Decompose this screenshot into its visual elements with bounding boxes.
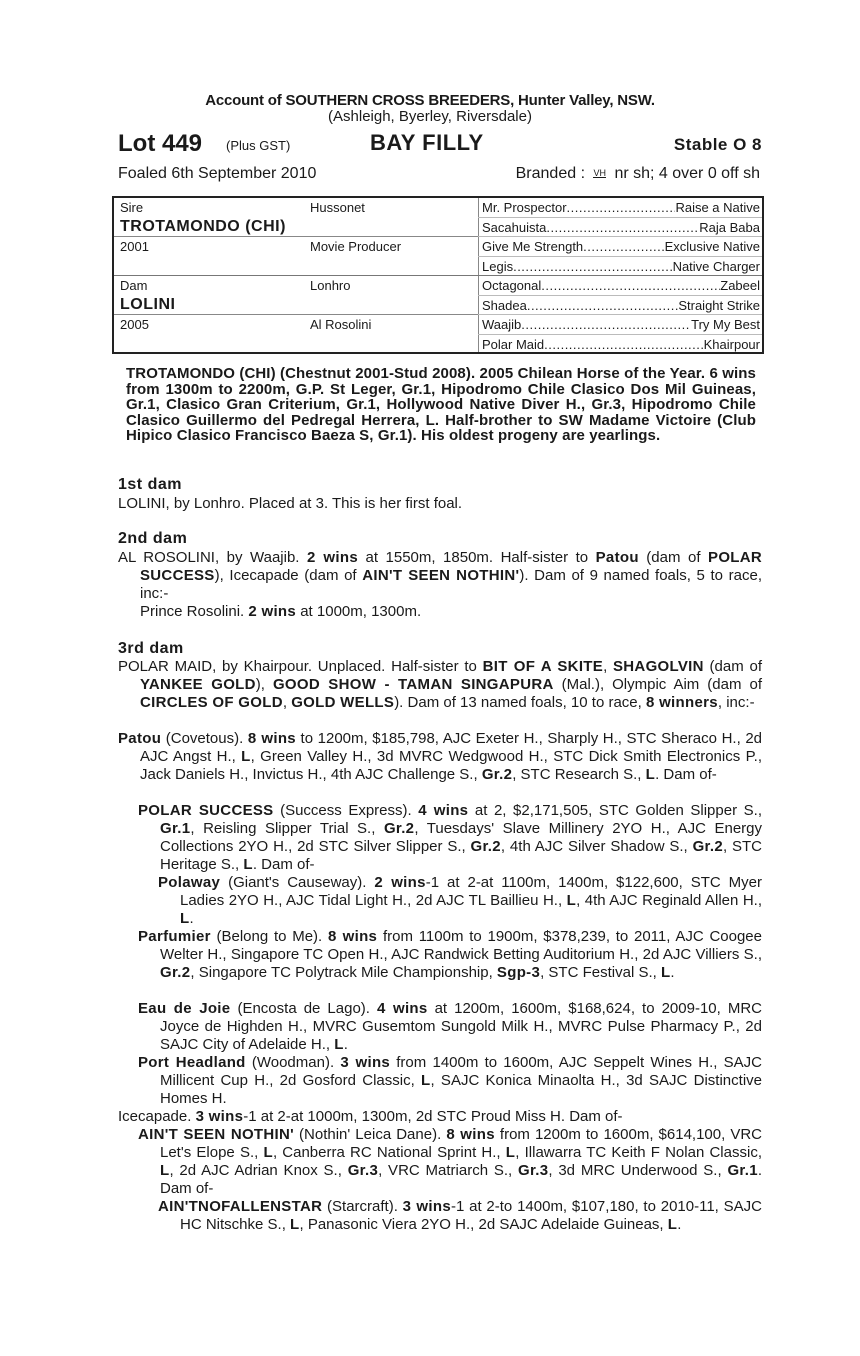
progeny-entry: [118, 730, 763, 784]
bold-run: 8 wins: [446, 1126, 495, 1143]
bold-run: Patou: [118, 730, 162, 747]
bold-run: Gr.1: [727, 1162, 758, 1179]
progeny-entry: [138, 928, 762, 982]
brand-info: [516, 165, 760, 183]
text-run: (Success Express).: [273, 802, 419, 819]
text-run: . Dam of-: [252, 856, 315, 873]
sire-year: 2001: [120, 239, 149, 254]
vendor-account: Account of SOUTHERN CROSS BREEDERS, Hunter Valley, NSW.: [205, 92, 655, 109]
plus-gst-note: (Plus GST): [226, 138, 291, 153]
pedigree-row: [114, 276, 762, 296]
text-run: . Dam of-: [160, 1162, 763, 1197]
bold-run: Gr.2: [692, 838, 723, 855]
third-dam-intro: [118, 658, 763, 712]
progeny-entry: [138, 802, 763, 874]
text-run: (Nothin' Leica Dane).: [293, 1126, 447, 1143]
sire-name: TROTAMONDO (CHI): [120, 218, 286, 235]
gen3-entry: [482, 317, 760, 332]
text-run: .: [343, 1036, 348, 1053]
bold-run: Gr.2: [481, 766, 513, 783]
lot-header: [118, 130, 762, 160]
foaled-date: Foaled 6th September 2010: [118, 165, 317, 182]
text-run: , Illawarra TC Keith F Nolan Classic,: [515, 1144, 762, 1161]
text-run: , Reisling Slipper Trial S.,: [190, 820, 384, 837]
text-run: , Tuesdays' Slave Millinery 2YO H., AJC Energy Collections 2YO H., 2d STC Silver Slipper S.,: [160, 820, 763, 855]
gen3-sire: Try My Best: [691, 317, 760, 332]
text-run: , inc:-: [717, 694, 755, 711]
gen3-entry: [482, 239, 760, 254]
bold-run: L: [263, 1144, 273, 1161]
first-dam-text: LOLINI, by Lonhro. Placed at 3. This is her first foal.: [118, 495, 463, 512]
progeny-entry: [138, 1054, 762, 1108]
bold-run: L: [243, 856, 253, 873]
gen3-name: Mr. Prospector: [482, 200, 567, 215]
first-dam-heading: 1st dam: [118, 476, 182, 493]
bold-run: L: [505, 1144, 516, 1161]
dam-sire: Lonhro: [310, 278, 351, 293]
bold-run: L: [645, 766, 656, 783]
text-run: .: [677, 1216, 682, 1233]
gen3-sire: Native Charger: [672, 259, 760, 274]
pedigree-row: [114, 218, 762, 238]
branded-label: Branded :: [515, 165, 586, 182]
bold-run: 3 wins: [402, 1198, 451, 1215]
bold-run: Gr.1: [160, 820, 191, 837]
gen3-entry: [482, 337, 760, 352]
bold-run: L: [421, 1072, 431, 1089]
text-run: , Singapore TC Polytrack Mile Championship,: [190, 964, 497, 981]
bold-run: Gr.2: [470, 838, 501, 855]
bold-run: Gr.3: [517, 1162, 549, 1179]
bold-run: Gr.3: [347, 1162, 379, 1179]
dam-label: Dam: [120, 278, 148, 293]
text-run: , Canberra RC National Sprint H.,: [272, 1144, 506, 1161]
bold-run: 8 wins: [247, 730, 296, 747]
text-run: , VRC Matriarch S.,: [378, 1162, 518, 1179]
text-run: (Giant's Causeway).: [220, 874, 375, 891]
text-run: Icecapade.: [118, 1108, 196, 1125]
gen3-entry: [482, 259, 760, 274]
gen3-sire: Exclusive Native: [664, 239, 760, 254]
second-dam-text: AL ROSOLINI, by Waajib. 2 wins at 1550m, 1850m. Half-sister to Patou (dam of POLAR SUCCESS), Icecapade (dam of AIN'T SEEN NOTHIN'). Dam of 9 named foals, 5 to race, inc:-: [118, 549, 763, 602]
second-dam-progeny: Prince Rosolini. 2 wins at 1000m, 1300m.: [140, 603, 422, 620]
gen3-name: Legis: [482, 259, 514, 274]
bold-run: 4 wins: [377, 1000, 428, 1017]
second-dam-heading: 2nd dam: [118, 530, 188, 547]
text-run: (Encosta de Lago).: [230, 1000, 377, 1017]
lot-number: Lot 449: [118, 130, 203, 157]
text-run: at 1200m, 1600m, $168,624, to 2009-10, MRC Joyce de Highden H., MVRC Gusemtom Sungold Milk H., MVRC Pulse Pharmacy P., 2d SAJC City of Adelaide H.,: [160, 1000, 762, 1053]
bold-run: 4 wins: [418, 802, 469, 819]
gen3-name: Octagonal: [482, 278, 542, 293]
text-run: -1 at 2-to 1400m, $107,180, to 2010-11, SAJC HC Nitschke S.,: [180, 1198, 762, 1233]
text-run: -1 at 2-at 1100m, 1400m, $122,600, STC Myer Ladies 2YO H., AJC Tidal Light H., 2d AJC TL Baillieu H.,: [180, 874, 762, 909]
pedigree-row: [114, 257, 762, 277]
bold-run: SHAGOLVIN: [613, 658, 704, 675]
bold-run: Eau de Joie: [138, 1000, 231, 1017]
gen3-name: Waajib: [482, 317, 522, 332]
text-run: .: [670, 964, 675, 981]
text-run: , Panasonic Viera 2YO H., 2d SAJC Adelaide Guineas,: [299, 1216, 668, 1233]
text-run: ),: [255, 676, 273, 693]
bold-run: L: [160, 1162, 170, 1179]
text-run: ). Dam of 13 named foals, 10 to race,: [394, 694, 646, 711]
gen3-sire: Raja Baba: [699, 220, 760, 235]
text-run: POLAR MAID, by Khairpour. Unplaced. Half-sister to: [118, 658, 483, 675]
bold-run: Gr.2: [383, 820, 415, 837]
text-run: , SAJC Konica Minaolta H., 3d SAJC Distinctive Homes H.: [160, 1072, 762, 1107]
bold-run: L: [241, 748, 251, 765]
text-run: , 3d MRC Underwood S.,: [548, 1162, 728, 1179]
text-run: at 2, $2,171,505, STC Golden Slipper S.,: [468, 802, 762, 819]
bold-run: Gr.2: [160, 964, 191, 981]
dam-name: LOLINI: [120, 296, 176, 313]
lot-title: BAY FILLY: [370, 130, 484, 155]
text-run: , STC Festival S.,: [540, 964, 661, 981]
pedigree-row: [114, 237, 762, 257]
gen3-sire: Khairpour: [703, 337, 760, 352]
text-run: from 1400m to 1600m, AJC Seppelt Wines H., SAJC Millicent Cup H., 2d Gosford Classic,: [160, 1054, 762, 1089]
text-run: , 4th AJC Silver Shadow S.,: [500, 838, 693, 855]
sire-summary: TROTAMONDO (CHI) (Chestnut 2001-Stud 2008). 2005 Chilean Horse of the Year. 6 wins from 1300m to 2200m, G.P. St Leger, Gr.1, Hipodromo Chile Clasico Dos Mil Guineas, Gr.1, Clasico Gran Criterium, Gr.1, Hollywood Native Diver H., Gr.3, Hipodromo Chile Clasico Guillermo del Pedregal Herrera, L. Half-brother to SW Madame Victoire (Club Hipico Clasico Francisco Baeza S, Gr.1). His oldest progeny are yearlings.: [126, 365, 756, 444]
bold-run: 3 wins: [340, 1054, 391, 1071]
text-run: (Covetous).: [161, 730, 248, 747]
text-run: , STC Research S.,: [512, 766, 646, 783]
pedigree-row: [114, 335, 762, 355]
sire-sire: Hussonet: [310, 200, 365, 215]
sire-label: Sire: [120, 200, 144, 215]
dam-year: 2005: [120, 317, 149, 332]
sire-dam: Movie Producer: [310, 239, 402, 254]
text-run: ,: [603, 658, 613, 675]
bold-run: L: [667, 1216, 678, 1233]
gen3-sire: Raise a Native: [675, 200, 760, 215]
bold-run: L: [290, 1216, 300, 1233]
text-run: (dam of: [703, 658, 762, 675]
bold-run: L: [334, 1036, 344, 1053]
progeny-entry: [158, 874, 762, 928]
progeny-entry: [138, 1126, 763, 1198]
progeny-entry: [158, 1198, 762, 1234]
progeny-entry: [118, 1108, 762, 1126]
bold-run: Polaway: [158, 874, 221, 891]
bold-run: 8 wins: [327, 928, 378, 945]
text-run: , 2d AJC Adrian Knox S.,: [169, 1162, 348, 1179]
gen3-name: Give Me Strength: [482, 239, 584, 254]
bold-run: L: [660, 964, 671, 981]
text-run: .: [189, 910, 194, 927]
text-run: ,: [282, 694, 292, 711]
text-run: (Mal.), Olympic Aim (dam of: [553, 676, 763, 693]
bold-run: 2 wins: [374, 874, 426, 891]
pedigree-table: [112, 196, 764, 354]
gen3-entry: [482, 200, 760, 215]
bold-run: Port Headland: [138, 1054, 246, 1071]
text-run: to 1200m, $185,798, AJC Exeter H., Sharply H., STC Sheraco H., 2d AJC Angst H.,: [140, 730, 763, 765]
third-dam-heading: 3rd dam: [118, 640, 184, 657]
gen3-entry: [482, 220, 760, 235]
gen3-name: Polar Maid: [482, 337, 545, 352]
text-run: (Woodman).: [245, 1054, 341, 1071]
bold-run: AIN'T SEEN NOTHIN': [138, 1126, 294, 1143]
brand-mark-icon: VH: [593, 168, 606, 179]
dam-dam: Al Rosolini: [310, 317, 372, 332]
text-run: (Belong to Me).: [210, 928, 328, 945]
bold-run: 3 wins: [195, 1108, 244, 1125]
bold-run: BIT OF A SKITE: [482, 658, 604, 675]
text-run: , STC Heritage S.,: [160, 838, 762, 873]
bold-run: L: [180, 910, 190, 927]
bold-run: Parfumier: [138, 928, 211, 945]
bold-run: GOOD SHOW - TAMAN SINGAPURA: [272, 676, 554, 693]
branded-text: nr sh; 4 over 0 off sh: [614, 165, 760, 182]
bold-run: 8 winners: [645, 694, 718, 711]
progeny-entry: [138, 1000, 762, 1054]
text-run: (Starcraft).: [322, 1198, 403, 1215]
gen3-sire: Zabeel: [720, 278, 760, 293]
pedigree-row: [114, 315, 762, 335]
vendor-properties: (Ashleigh, Byerley, Riversdale): [328, 108, 532, 125]
gen3-name: Sacahuista: [482, 220, 547, 235]
bold-run: L: [566, 892, 577, 909]
gen3-name: Shadea: [482, 298, 527, 313]
bold-run: YANKEE GOLD: [140, 676, 256, 693]
pedigree-row: [114, 296, 762, 316]
bold-run: AIN'TNOFALLENSTAR: [158, 1198, 323, 1215]
text-run: from 1100m to 1900m, $378,239, to 2011, AJC Coogee Welter H., Singapore TC Open H., AJC Randwick Betting Auditorium H., 2d AJC Villiers S.,: [160, 928, 762, 963]
stable-location: Stable O 8: [673, 135, 762, 154]
text-run: from 1200m to 1600m, $614,100, VRC Let's Elope S.,: [160, 1126, 762, 1161]
bold-run: GOLD WELLS: [291, 694, 395, 711]
gen3-entry: [482, 278, 760, 293]
bold-run: CIRCLES OF GOLD: [140, 694, 283, 711]
text-run: . Dam of-: [655, 766, 717, 783]
gen3-sire: Straight Strike: [678, 298, 760, 313]
gen3-entry: [482, 298, 760, 313]
bold-run: Sgp-3: [496, 964, 541, 981]
text-run: , Green Valley H., 3d MVRC Wedgwood H., STC Dick Smith Electronics P., Jack Daniels H., Invictus H., 4th AJC Challenge S.,: [140, 748, 762, 783]
text-run: -1 at 2-at 1000m, 1300m, 2d STC Proud Miss H. Dam of-: [243, 1108, 623, 1125]
text-run: , 4th AJC Reginald Allen H.,: [576, 892, 762, 909]
bold-run: POLAR SUCCESS: [138, 802, 274, 819]
pedigree-row: [114, 198, 762, 218]
